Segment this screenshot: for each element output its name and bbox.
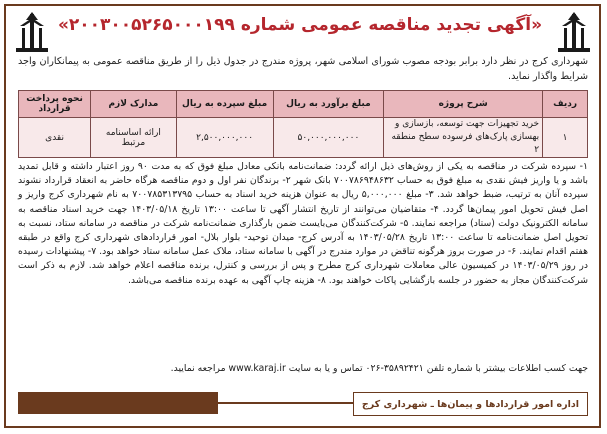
col-header-estimate: مبلغ برآورد به ریال xyxy=(273,91,384,118)
intro-paragraph: شهرداری کرج در نظر دارد برابر بودجه مصوب شورای اسلامی شهر، پروژه مندرج در جدول ذیل را از طریق مناقصه عمومی به پیمانکاران واجد شرایط واگذار نماید. xyxy=(18,56,588,82)
col-header-documents: مدارک لازم xyxy=(91,91,176,118)
tender-table xyxy=(18,90,588,158)
footer-department-label: اداره امور قراردادها و پیمان‌ها ـ شهرداری کرج xyxy=(353,392,588,416)
col-header-description: شرح پروژه xyxy=(384,91,543,118)
col-header-payment: نحوه پرداخت قرارداد xyxy=(19,91,91,118)
cell-row-number: ۱ xyxy=(543,118,588,158)
contact-note: جهت کسب اطلاعات بیشتر با شماره تلفن ۳۵۸۹۲۴۲۱-۰۲۶ تماس و یا به سایت www.karaj.ir مراجعه نمایید. xyxy=(170,363,588,374)
cell-deposit: ۲,۵۰۰,۰۰۰,۰۰۰ xyxy=(176,118,273,158)
footer-band xyxy=(18,392,588,414)
cell-description: خرید تجهیزات جهت توسعه، بازسازی و بهسازی پارک‌های فرسوده سطح منطقه ۲ xyxy=(384,118,543,158)
cell-payment: نقدی xyxy=(19,118,91,158)
karaj-municipality-emblem-icon xyxy=(552,8,596,56)
col-header-row-number: ردیف xyxy=(543,91,588,118)
cell-documents: ارائه اساسنامه مرتبط xyxy=(91,118,176,158)
table-row xyxy=(19,118,588,158)
karaj-municipality-emblem-icon xyxy=(10,8,54,56)
table-header-row xyxy=(19,91,588,118)
footer-dark-strip xyxy=(18,392,218,414)
conditions-paragraph: ۱- سپرده شرکت در مناقصه به یکی از روش‌های ذیل ارائه گردد: ضمانت‌نامه بانکی معادل مبلغ فوق که به مدت ۹۰ روز اعتبار داشته و قابل تمدید باشد و یا واریز فیش نقدی به مبلغ فوق به حساب ۷۰۰۷۸۶۹۴۸۶۳۲ بانک شهر ۲- برندگان نفر اول و دوم مناقصه هرگاه حاضر به انعقاد قرارداد نشوند سپرده آنان به ترتیب، ضبط خواهد شد. ۳- مبلغ ۵,۰۰۰,۰۰۰ ریال به عنوان هزینه خرید اسناد به حساب ۷۰۰۷۸۵۳۱۳۷۹۵ به نام شهرداری کرج واریز و اصل فیش تحویل امور پیمان‌ها گردد. ۴- متقاضیان می‌توانند از تاریخ انتشار آگهی تا ساعت ۱۳:۰۰ تاریخ ۱۴۰۳/۰۵/۱۸ جهت خرید اسناد مناقصه به سامانه الکترونیک دولت (ستاد) مراجعه نمایند. ۵- شرکت‌کنندگان می‌بایست ضمن بارگذاری ضمانت‌نامه شرکت در مناقصه در سامانه ستاد، نسبت به تحویل اصل ضمانت‌نامه تا ساعت ۱۳:۰۰ تاریخ ۱۴۰۳/۰۵/۲۸ به آدرس کرج- میدان توحید- بلوار بلال- امور قراردادهای شهرداری کرج واقع در طبقه هفتم اقدام نمایند. ۶- در صورت بروز هرگونه تناقض در موارد مندرج در آگهی با سامانه ستاد، ملاک عمل سامانه ستاد خواهد بود. ۷- پیشنهادات رسیده در روز ۱۴۰۳/۰۵/۲۹ در کمیسیون عالی معاملات شهرداری کرج مطرح و پس از بررسی و کنترل، برنده مناقصه اعلام خواهد شد. لازم به ذکر است شرکت‌کنندگان مجاز به حضور در جلسه بازگشایی پاکات خواهند بود. ۸- هزینه چاپ آگهی به عهده برنده مناقصه می‌باشد. xyxy=(18,161,589,286)
notice-title: «آگهی تجدید مناقصه عمومی شماره ۲۰۰۳۰۰۵۲۶۵۰۰۰۱۹۹» xyxy=(57,15,543,35)
notice-header xyxy=(57,8,543,42)
cell-estimate: ۵۰,۰۰۰,۰۰۰,۰۰۰ xyxy=(273,118,384,158)
col-header-deposit: مبلغ سپرده به ریال xyxy=(176,91,273,118)
